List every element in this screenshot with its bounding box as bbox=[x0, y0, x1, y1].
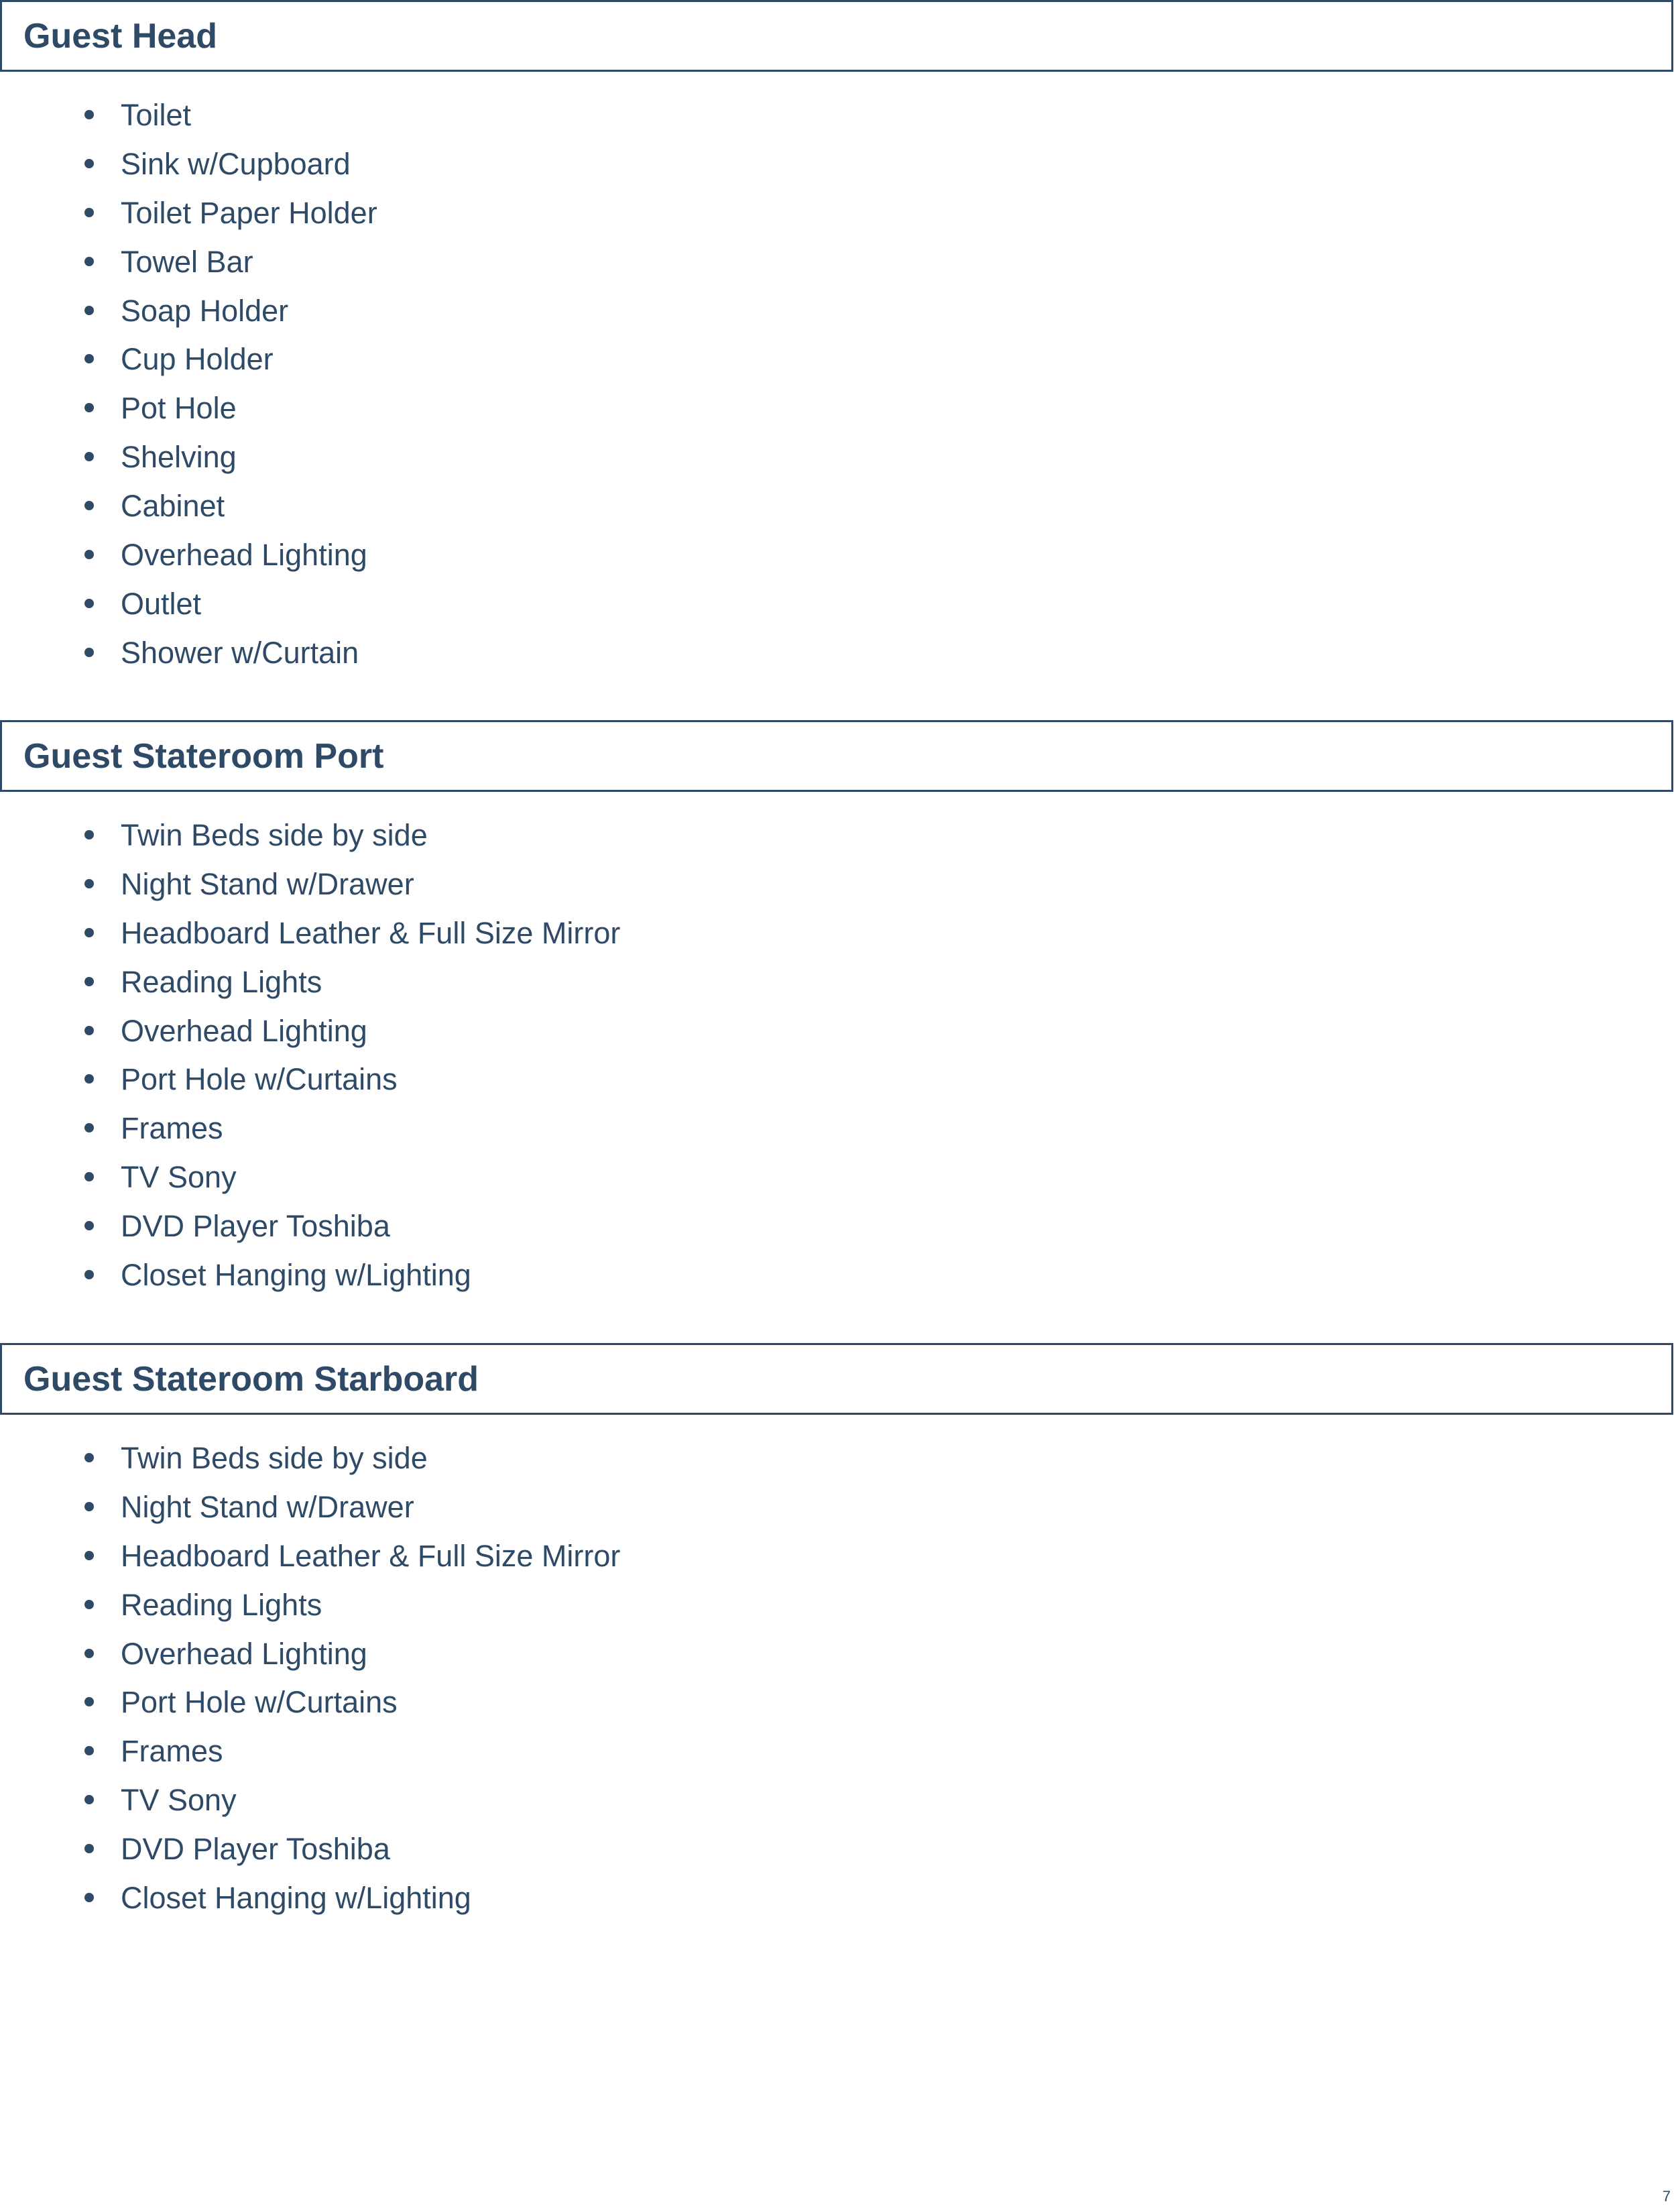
list-item bbox=[0, 1438, 1676, 1487]
bullet-icon bbox=[84, 354, 94, 363]
bullet-icon bbox=[84, 1746, 94, 1755]
item-label: DVD Player Toshiba bbox=[121, 1209, 390, 1244]
item-label: Towel Bar bbox=[121, 244, 253, 279]
list-item bbox=[0, 1731, 1676, 1780]
item-list bbox=[0, 95, 1676, 682]
section-guest-stateroom-port bbox=[0, 720, 1676, 1293]
item-label: DVD Player Toshiba bbox=[121, 1832, 390, 1867]
item-label: Frames bbox=[121, 1111, 223, 1146]
list-item bbox=[0, 1059, 1676, 1108]
bullet-icon bbox=[84, 1551, 94, 1560]
list-item bbox=[0, 339, 1676, 388]
item-label: Overhead Lighting bbox=[121, 1636, 367, 1671]
bullet-icon bbox=[84, 501, 94, 510]
bullet-icon bbox=[84, 879, 94, 888]
section-guest-stateroom-starboard bbox=[0, 1343, 1676, 1916]
item-label: Frames bbox=[121, 1734, 223, 1769]
item-label: Twin Beds side by side bbox=[121, 818, 428, 852]
item-list bbox=[0, 1438, 1676, 1927]
bullet-icon bbox=[84, 1074, 94, 1084]
bullet-icon bbox=[84, 1502, 94, 1511]
bullet-icon bbox=[84, 599, 94, 608]
list-item bbox=[0, 584, 1676, 633]
list-item bbox=[0, 1585, 1676, 1634]
item-label: TV Sony bbox=[121, 1783, 237, 1818]
list-item bbox=[0, 1108, 1676, 1157]
item-label: Overhead Lighting bbox=[121, 538, 367, 573]
section-header bbox=[0, 0, 1673, 72]
item-label: Twin Beds side by side bbox=[121, 1441, 428, 1475]
item-list bbox=[0, 815, 1676, 1304]
section-title: Guest Stateroom Starboard bbox=[23, 1359, 479, 1399]
bullet-icon bbox=[84, 110, 94, 119]
item-label: Night Stand w/Drawer bbox=[121, 1489, 414, 1524]
bullet-icon bbox=[84, 1123, 94, 1132]
bullet-icon bbox=[84, 208, 94, 217]
bullet-icon bbox=[84, 1844, 94, 1853]
list-item bbox=[0, 1682, 1676, 1731]
item-label: Reading Lights bbox=[121, 1587, 322, 1622]
item-label: Cabinet bbox=[121, 489, 225, 524]
bullet-icon bbox=[84, 928, 94, 937]
list-item bbox=[0, 95, 1676, 144]
item-label: Overhead Lighting bbox=[121, 1013, 367, 1048]
item-label: Night Stand w/Drawer bbox=[121, 866, 414, 901]
bullet-icon bbox=[84, 452, 94, 461]
list-item bbox=[0, 1780, 1676, 1829]
bullet-icon bbox=[84, 1270, 94, 1279]
list-item bbox=[0, 1878, 1676, 1927]
bullet-icon bbox=[84, 257, 94, 266]
bullet-icon bbox=[84, 1893, 94, 1902]
item-label: Toilet bbox=[121, 98, 192, 132]
list-item bbox=[0, 1011, 1676, 1060]
list-item bbox=[0, 144, 1676, 193]
bullet-icon bbox=[84, 977, 94, 986]
list-item bbox=[0, 815, 1676, 864]
section-guest-head bbox=[0, 0, 1676, 670]
list-item bbox=[0, 437, 1676, 486]
bullet-icon bbox=[84, 648, 94, 657]
bullet-icon bbox=[84, 1697, 94, 1706]
list-item bbox=[0, 1487, 1676, 1536]
bullet-icon bbox=[84, 1026, 94, 1035]
item-label: Port Hole w/Curtains bbox=[121, 1685, 398, 1720]
list-item bbox=[0, 962, 1676, 1011]
bullet-icon bbox=[84, 1600, 94, 1609]
bullet-icon bbox=[84, 1453, 94, 1462]
list-item bbox=[0, 1634, 1676, 1683]
item-label: Closet Hanging w/Lighting bbox=[121, 1881, 471, 1916]
item-label: Shelving bbox=[121, 440, 237, 475]
item-label: Closet Hanging w/Lighting bbox=[121, 1258, 471, 1293]
list-item bbox=[0, 486, 1676, 535]
list-item bbox=[0, 1255, 1676, 1304]
item-label: Sink w/Cupboard bbox=[121, 146, 351, 181]
bullet-icon bbox=[84, 159, 94, 168]
list-item bbox=[0, 1536, 1676, 1585]
item-label: Reading Lights bbox=[121, 964, 322, 999]
bullet-icon bbox=[84, 306, 94, 315]
item-label: Pot Hole bbox=[121, 391, 237, 426]
list-item bbox=[0, 193, 1676, 242]
section-header bbox=[0, 1343, 1673, 1415]
item-label: Cup Holder bbox=[121, 342, 274, 377]
item-label: Port Hole w/Curtains bbox=[121, 1062, 398, 1097]
section-header bbox=[0, 720, 1673, 792]
item-label: Outlet bbox=[121, 586, 202, 621]
bullet-icon bbox=[84, 1649, 94, 1658]
list-item bbox=[0, 291, 1676, 340]
list-item bbox=[0, 1206, 1676, 1255]
item-label: TV Sony bbox=[121, 1160, 237, 1195]
list-item bbox=[0, 913, 1676, 962]
bullet-icon bbox=[84, 830, 94, 839]
bullet-icon bbox=[84, 550, 94, 559]
item-label: Headboard Leather & Full Size Mirror bbox=[121, 915, 621, 950]
list-item bbox=[0, 864, 1676, 913]
item-label: Toilet Paper Holder bbox=[121, 195, 377, 230]
list-item bbox=[0, 535, 1676, 584]
item-label: Shower w/Curtain bbox=[121, 635, 359, 670]
list-item bbox=[0, 1157, 1676, 1206]
list-item bbox=[0, 388, 1676, 437]
item-label: Headboard Leather & Full Size Mirror bbox=[121, 1538, 621, 1573]
bullet-icon bbox=[84, 1795, 94, 1804]
section-title: Guest Head bbox=[23, 16, 217, 56]
list-item bbox=[0, 1829, 1676, 1878]
list-item bbox=[0, 633, 1676, 682]
page-number: 7 bbox=[1662, 2188, 1671, 2205]
item-label: Soap Holder bbox=[121, 293, 289, 328]
section-title: Guest Stateroom Port bbox=[23, 736, 384, 776]
bullet-icon bbox=[84, 403, 94, 412]
bullet-icon bbox=[84, 1221, 94, 1230]
list-item bbox=[0, 242, 1676, 291]
bullet-icon bbox=[84, 1172, 94, 1181]
